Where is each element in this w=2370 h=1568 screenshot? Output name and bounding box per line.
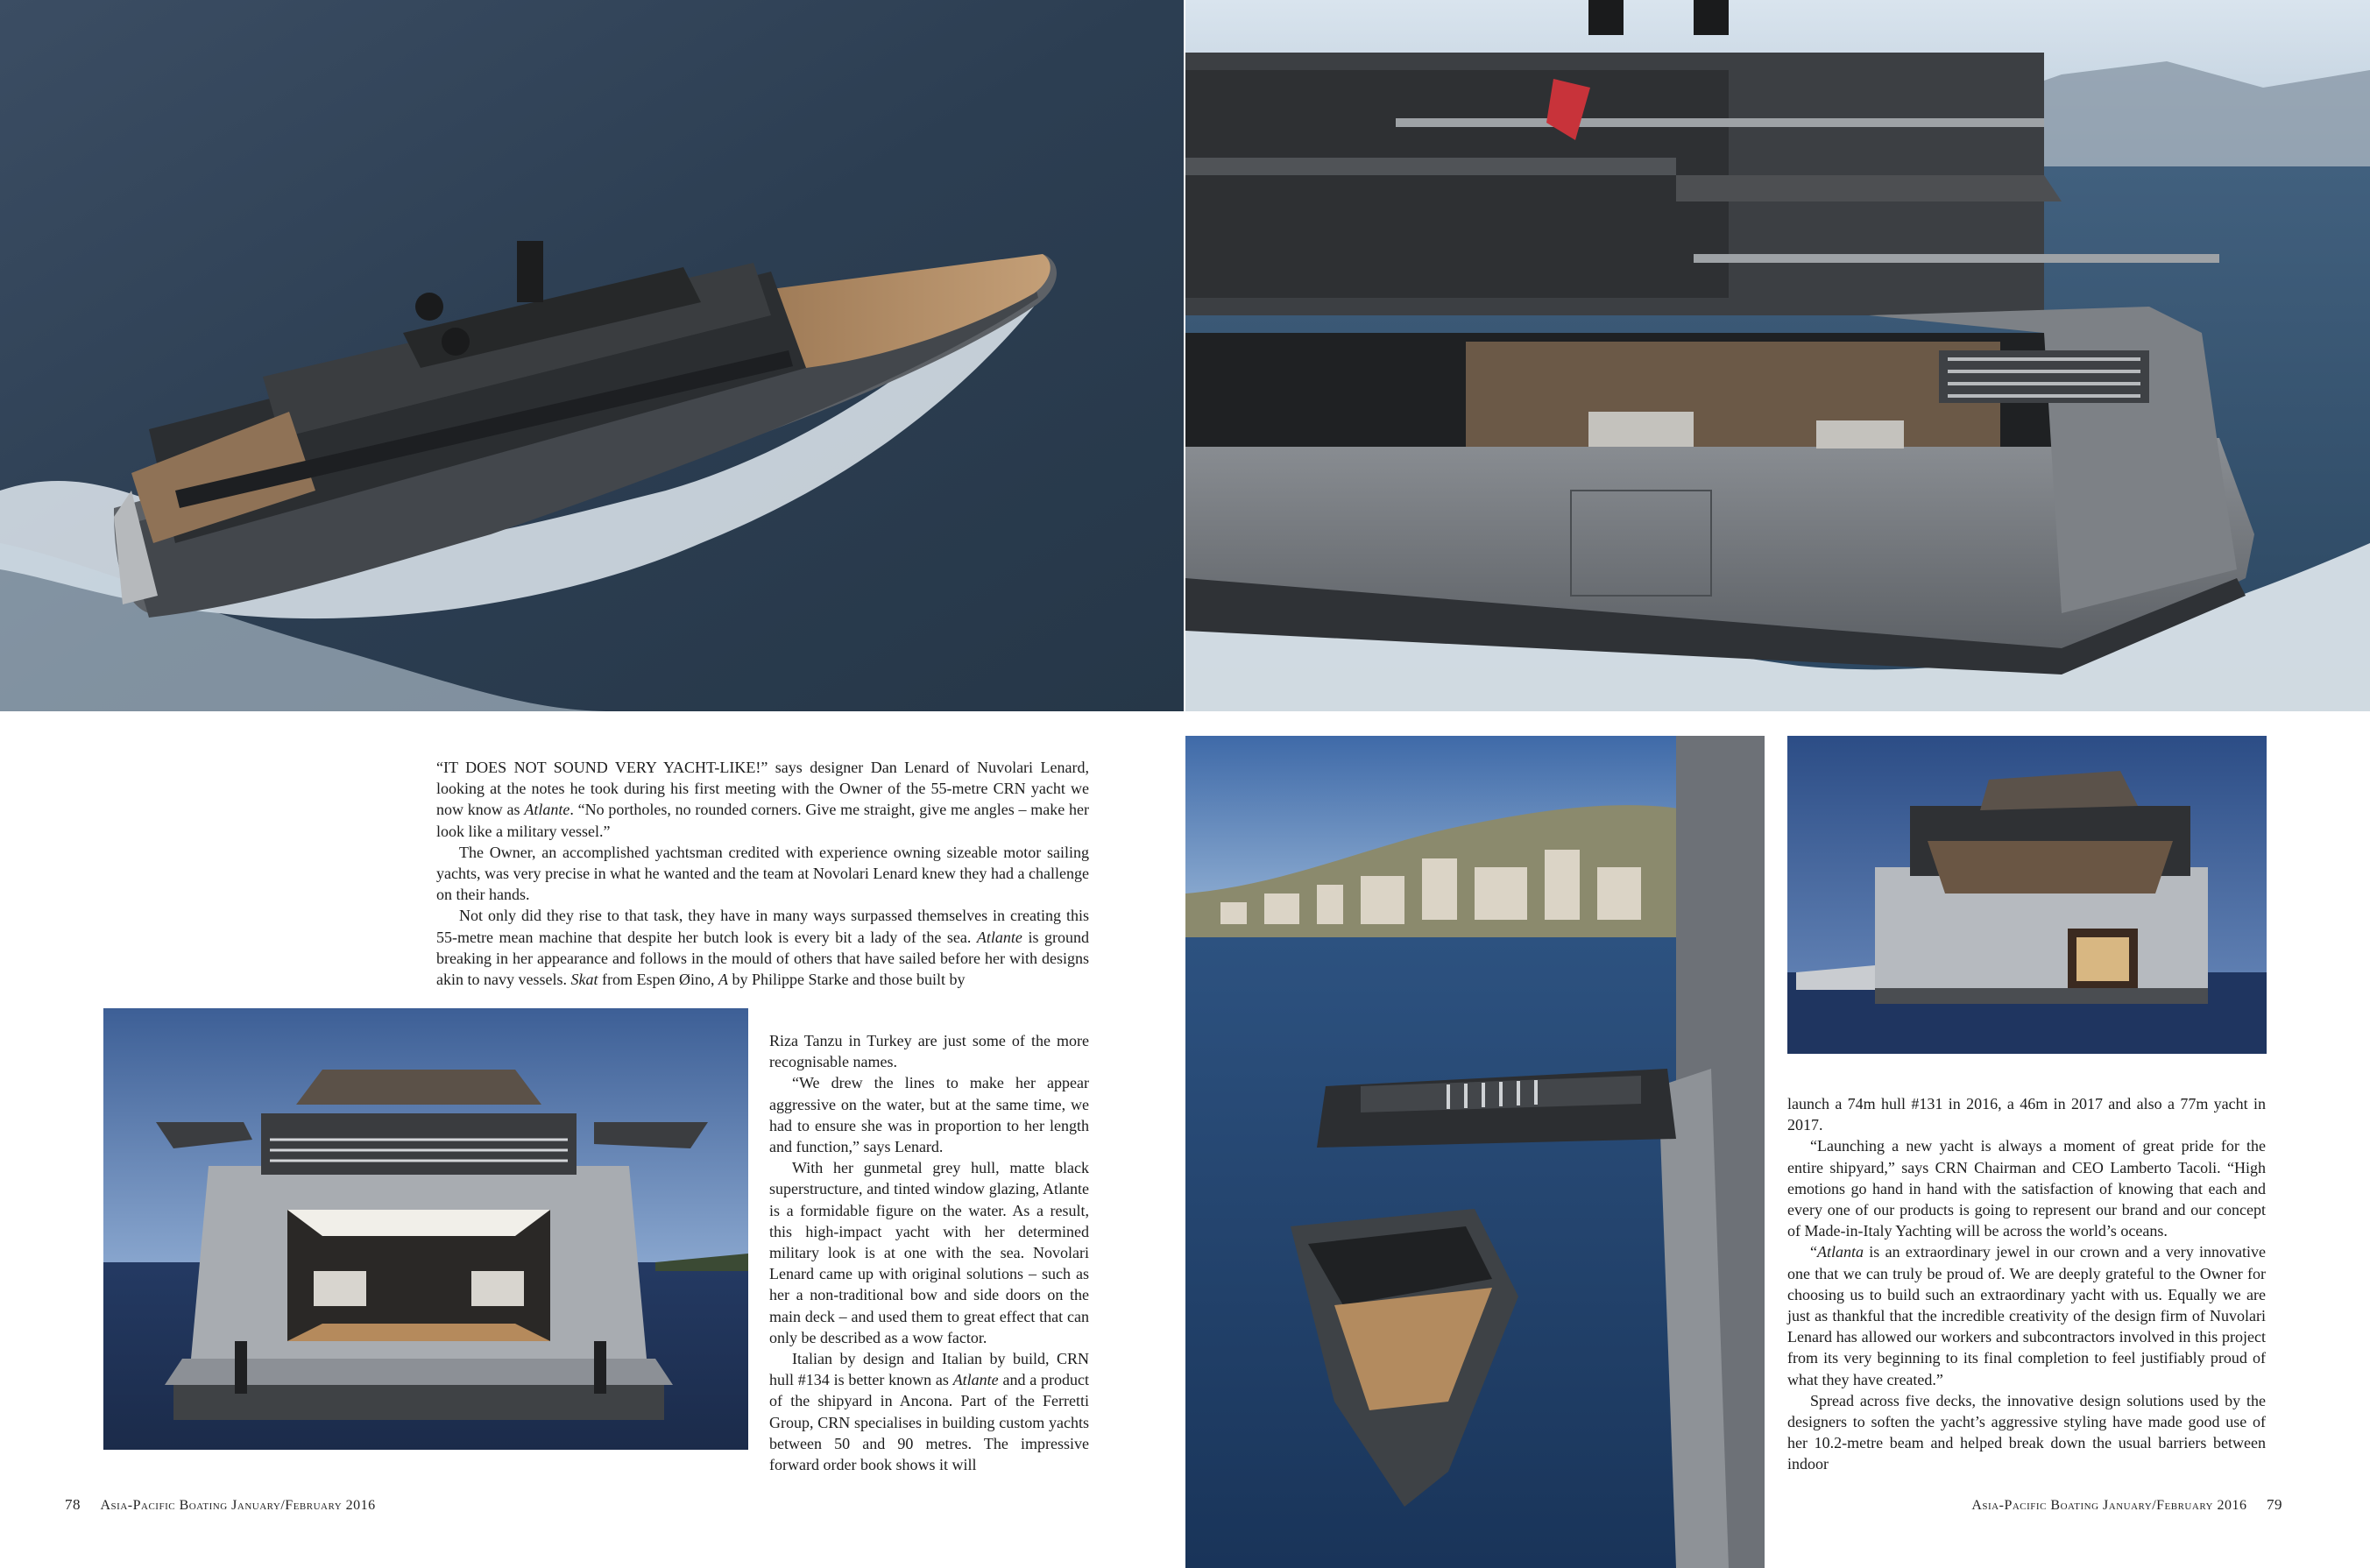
yacht-stern-image [103, 1008, 748, 1450]
photo-beach-club [1787, 736, 2267, 1054]
left-page-footer [65, 1496, 376, 1514]
paragraph: Not only did they rise to that task, they have in many ways surpassed themselves in creating this 55-metre mean machine that despite her butch look is every bit a lady of the sea. Atlante is ground breaking in her appearance and follows in the mould of others that have sailed before her with designs akin to navy vessels. Skat from Espen Øino, A by Philippe Starke and those built by [436, 907, 1089, 989]
paragraph: Spread across five decks, the innovative design solutions used by the designers to soften the yacht’s aggressive styling have made good use of her 10.2-metre beam and helped break down the usual barriers between indoor [1787, 1391, 2266, 1473]
article-main-column [436, 757, 1089, 990]
paragraph: With her gunmetal grey hull, matte black superstructure, and tinted window glazing, Atlante is a formidable figure on the water. As a result, this high-impact yacht with her determined military look is at one with the sea. Novolari Lenard came up with original solutions – such as her a non-traditional bow and side doors on the main deck – and used them to great effect that can only be described as a wow factor. [769, 1159, 1089, 1346]
publication-name-left: Asia-Pacific Boating January/February 2016 [100, 1498, 376, 1513]
photo-yacht-stern [103, 1008, 748, 1450]
paragraph: Italian by design and Italian by build, CRN hull #134 is better known as Atlante and a product of the shipyard in Ancona. Part of the Ferretti Group, CRN specialises in building custom yachts between 50 and 90 metres. The impressive forward order book shows it will [769, 1350, 1089, 1474]
photo-yacht-side [1185, 0, 2370, 711]
page-number-right: 79 [2267, 1496, 2282, 1513]
paragraph: “Atlanta is an extraordinary jewel in our crown and a very innovative one that we can truly be proud of. We are deeply grateful to the Owner for choosing us to build such an extraordinary yacht with us. Equally we are just as thankful that the incredible creativity of the design firm of Nuvolari Lenard has allowed our workers and subcontractors involved in this project from its very beginning to its final completion to feel justifiably proud of what they have created.” [1787, 1243, 2266, 1388]
page-number-left: 78 [65, 1496, 81, 1513]
paragraph: launch a 74m hull #131 in 2016, a 46m in 2017 and also a 77m yacht in 2017. [1787, 1095, 2266, 1134]
right-page-footer [1971, 1496, 2282, 1514]
paragraph: Riza Tanzu in Turkey are just some of the more recognisable names. [769, 1032, 1089, 1071]
publication-name-right: Asia-Pacific Boating January/February 2016 [1971, 1498, 2247, 1513]
article-narrow-column [769, 1030, 1089, 1475]
aerial-yacht-image [0, 0, 1184, 711]
paragraph: The Owner, an accomplished yachtsman credited with experience owning sizeable motor sailing yachts, was very precise in what he wanted and the team at Novolari Lenard knew they had a challenge on their hands. [436, 843, 1089, 904]
beach-club-image [1787, 736, 2267, 1054]
yacht-side-image [1185, 0, 2370, 711]
photo-tender-launch [1185, 736, 1765, 1568]
paragraph: “IT DOES NOT SOUND VERY YACHT-LIKE!” says designer Dan Lenard of Nuvolari Lenard, looking at the notes he took during his first meeting with the Owner of the 55-metre CRN yacht we now know as Atlante. “No portholes, no rounded corners. Give me straight, give me angles – make her look like a military vessel.” [436, 759, 1089, 840]
paragraph: “We drew the lines to make her appear aggressive on the water, but at the same time, we had to ensure she was in proportion to her length and function,” says Lenard. [769, 1074, 1089, 1156]
photo-aerial-yacht [0, 0, 1184, 711]
tender-launch-image [1185, 736, 1765, 1568]
article-right-column [1787, 1093, 2266, 1475]
paragraph: “Launching a new yacht is always a moment of great pride for the entire shipyard,” says CRN Chairman and CEO Lamberto Tacoli. “High emotions go hand in hand with the satisfaction of knowing that each and every one of our products is going to represent our brand and our concept of Made-in-Italy Yachting will be across the world’s oceans. [1787, 1137, 2266, 1240]
